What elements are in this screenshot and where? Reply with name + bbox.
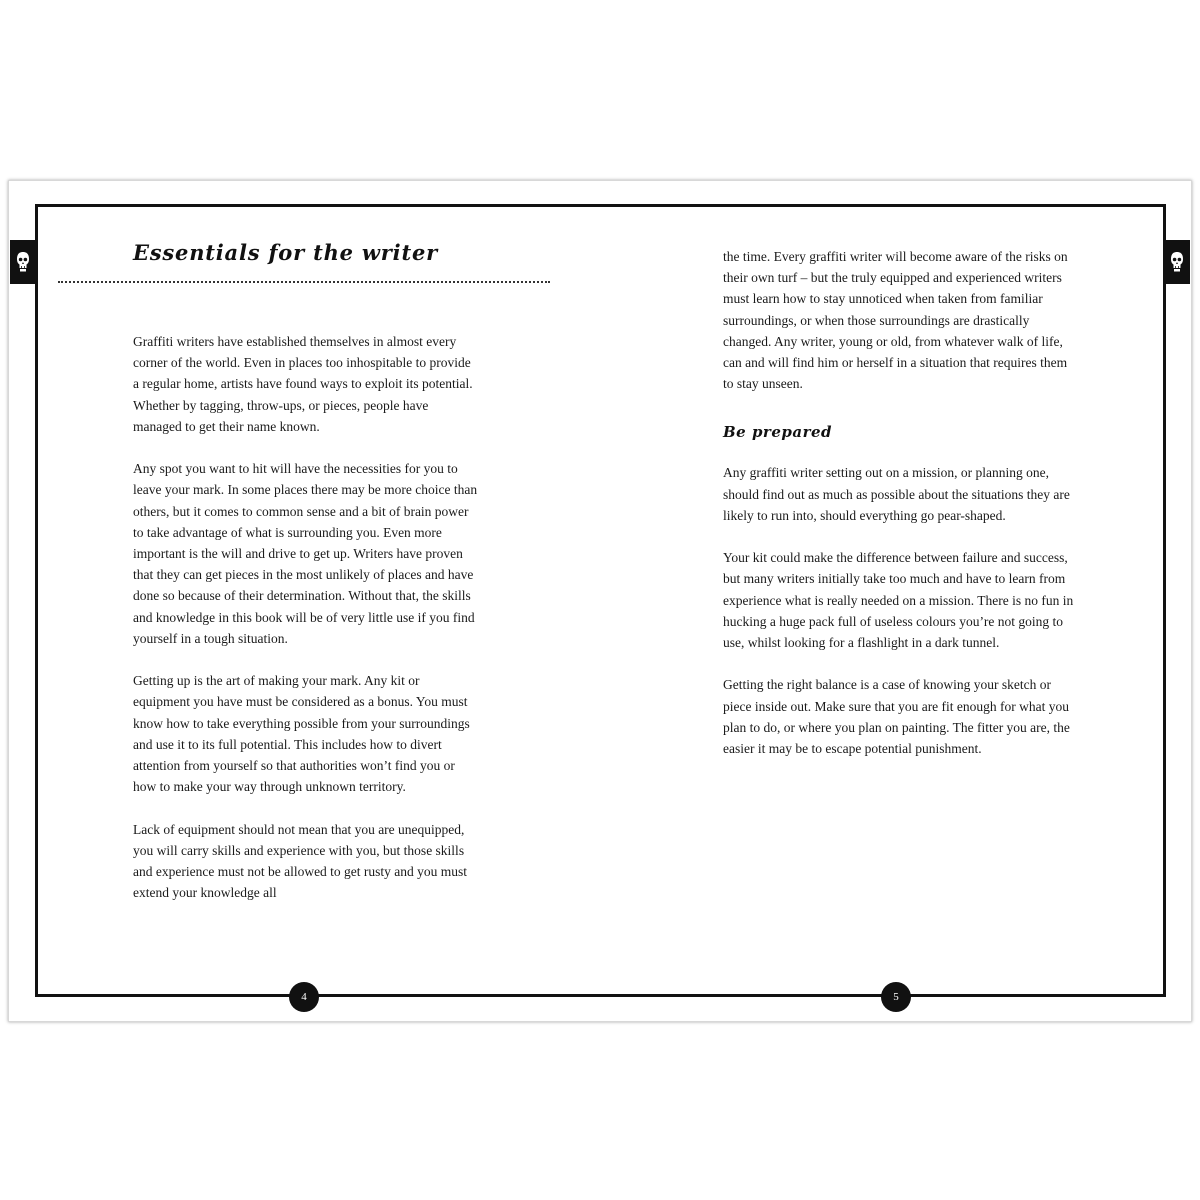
paragraph: Any spot you want to hit will have the necessities for you to leave your mark. In some places there may be more choice than others, but it comes to common sense and a bit of brain power to take advantage of what is surrounding you. Even more important is the will and drive to get up. Writers have proven that they can get pieces in the most unlikely of places and have done so because of their determination. Without that, the skills and knowledge in this book will be of very little use if you find yourself in a tough situation. (133, 461, 478, 646)
paragraph: the time. Every graffiti writer will become aware of the risks on their own turf – but the truly equipped and experienced writers must learn how to stay unnoticed when taken from familiar surroundings, or when those surroundings are drastically changed. Any writer, young or old, from whatever walk of life, can and will find him or herself in a situation that requires them to stay unseen. (723, 249, 1068, 392)
paragraph: Any graffiti writer setting out on a mission, or planning one, should find out as much as possible about the situations they are likely to run into, should everything go pear-shaped. (723, 465, 1070, 523)
dotted-rule (58, 281, 550, 283)
skull-icon (1169, 250, 1185, 274)
right-page-body (723, 246, 1075, 780)
paragraph: Lack of equipment should not mean that you are unequipped, you will carry skills and experience with you, but those skills and experience must not be allowed to get rusty and you must extend your knowledge all (133, 821, 468, 901)
paragraph: Your kit could make the difference between failure and success, but many writers initially take too much and have to learn from experience what is really needed on a mission. There is no fun in hucking a huge pack full of useless colours you’re not going to use, whilst looking for a flashlight in a dark tunnel. (723, 550, 1074, 651)
edge-tab-right (1164, 240, 1190, 284)
page-title: Essentials for the writer (133, 240, 438, 265)
page-number-left: 4 (289, 982, 319, 1012)
section-heading: Be prepared (723, 423, 833, 442)
skull-icon (15, 250, 31, 274)
paragraph: Getting the right balance is a case of knowing your sketch or piece inside out. Make sure that you are fit enough for what you plan to do, or where you plan on painting. The fitter you are, the easier it may be to escape potential punishment. (723, 677, 1070, 757)
edge-tab-left (10, 240, 36, 284)
page-number-right: 5 (881, 982, 911, 1012)
paragraph: Getting up is the art of making your mark. Any kit or equipment you have must be considered as a bonus. You must know how to take everything possible from your surroundings and use it to its full potential. This includes how to divert attention from yourself so that authorities won’t find you or how to make your way through unknown territory. (133, 673, 470, 795)
left-page-body (133, 331, 478, 925)
paragraph: Graffiti writers have established themselves in almost every corner of the world. Even in places too inhospitable to provide a regular home, artists have found ways to exploit its potential. Whether by tagging, throw-ups, or pieces, people have managed to get their name known. (133, 334, 473, 434)
